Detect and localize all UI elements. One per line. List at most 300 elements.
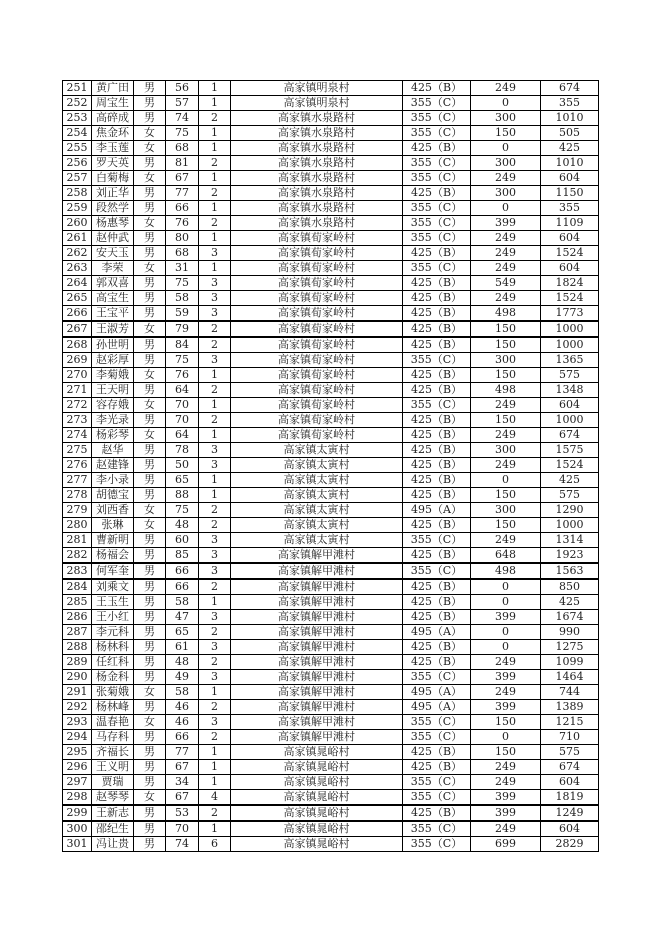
cell-gender: 女 <box>134 171 166 186</box>
cell-village: 高家镇晁峪村 <box>231 837 403 852</box>
cell-row-number: 286 <box>63 610 92 625</box>
cell-gender: 男 <box>134 595 166 610</box>
cell-standard: 355（C） <box>403 126 471 141</box>
cell-age: 57 <box>166 96 199 111</box>
cell-village: 高家镇水泉路村 <box>231 156 403 171</box>
cell-village: 高家镇水泉路村 <box>231 111 403 126</box>
cell-amount: 249 <box>471 775 541 790</box>
cell-amount: 0 <box>471 640 541 655</box>
cell-amount: 150 <box>471 321 541 337</box>
cell-row-number: 292 <box>63 700 92 715</box>
cell-row-number: 282 <box>63 548 92 564</box>
cell-name: 胡德宝 <box>92 488 134 503</box>
cell-amount: 249 <box>471 231 541 246</box>
cell-name: 赵建锋 <box>92 458 134 473</box>
cell-amount: 249 <box>471 655 541 670</box>
cell-age: 70 <box>166 398 199 413</box>
cell-standard: 495（A） <box>403 625 471 640</box>
cell-age: 67 <box>166 760 199 775</box>
cell-total: 1000 <box>541 321 599 337</box>
table-row <box>63 141 599 156</box>
table-row <box>63 821 599 837</box>
cell-name: 杨惠琴 <box>92 216 134 231</box>
cell-age: 77 <box>166 745 199 760</box>
table-body <box>63 81 599 852</box>
cell-row-number: 296 <box>63 760 92 775</box>
cell-count: 1 <box>199 96 231 111</box>
cell-row-number: 267 <box>63 321 92 337</box>
data-table <box>62 80 599 852</box>
cell-gender: 女 <box>134 321 166 337</box>
table-row <box>63 353 599 368</box>
cell-total: 604 <box>541 231 599 246</box>
cell-name: 周宝生 <box>92 96 134 111</box>
cell-gender: 男 <box>134 353 166 368</box>
cell-standard: 425（B） <box>403 518 471 533</box>
table-row <box>63 563 599 579</box>
cell-amount: 249 <box>471 533 541 548</box>
cell-age: 53 <box>166 805 199 821</box>
cell-age: 77 <box>166 186 199 201</box>
cell-age: 75 <box>166 353 199 368</box>
table-row <box>63 368 599 383</box>
table-row <box>63 655 599 670</box>
cell-age: 76 <box>166 368 199 383</box>
cell-total: 1524 <box>541 458 599 473</box>
cell-name: 张琳 <box>92 518 134 533</box>
cell-standard: 425（B） <box>403 458 471 473</box>
table-row <box>63 156 599 171</box>
cell-count: 2 <box>199 383 231 398</box>
cell-village: 高家镇解甲滩村 <box>231 730 403 745</box>
cell-row-number: 251 <box>63 81 92 96</box>
cell-total: 1290 <box>541 503 599 518</box>
cell-gender: 男 <box>134 306 166 322</box>
cell-name: 王玉生 <box>92 595 134 610</box>
cell-total: 674 <box>541 760 599 775</box>
cell-row-number: 263 <box>63 261 92 276</box>
cell-age: 75 <box>166 503 199 518</box>
cell-count: 2 <box>199 625 231 640</box>
cell-amount: 399 <box>471 216 541 231</box>
cell-amount: 549 <box>471 276 541 291</box>
cell-village: 高家镇太寅村 <box>231 488 403 503</box>
cell-name: 贾瑞 <box>92 775 134 790</box>
cell-standard: 425（B） <box>403 291 471 306</box>
cell-row-number: 262 <box>63 246 92 261</box>
cell-total: 1674 <box>541 610 599 625</box>
cell-row-number: 276 <box>63 458 92 473</box>
cell-row-number: 265 <box>63 291 92 306</box>
cell-age: 56 <box>166 81 199 96</box>
cell-gender: 男 <box>134 231 166 246</box>
cell-name: 齐福长 <box>92 745 134 760</box>
cell-village: 高家镇太寅村 <box>231 518 403 533</box>
cell-row-number: 291 <box>63 685 92 700</box>
cell-age: 60 <box>166 533 199 548</box>
cell-standard: 355（C） <box>403 96 471 111</box>
cell-count: 2 <box>199 805 231 821</box>
cell-row-number: 295 <box>63 745 92 760</box>
cell-village: 高家镇晁峪村 <box>231 775 403 790</box>
cell-count: 2 <box>199 186 231 201</box>
table-row <box>63 548 599 564</box>
table-row <box>63 595 599 610</box>
cell-amount: 0 <box>471 730 541 745</box>
cell-village: 高家镇荀家岭村 <box>231 291 403 306</box>
cell-count: 1 <box>199 760 231 775</box>
cell-amount: 150 <box>471 413 541 428</box>
cell-gender: 男 <box>134 458 166 473</box>
cell-gender: 女 <box>134 503 166 518</box>
cell-village: 高家镇解甲滩村 <box>231 625 403 640</box>
cell-total: 604 <box>541 261 599 276</box>
cell-village: 高家镇太寅村 <box>231 503 403 518</box>
cell-total: 1365 <box>541 353 599 368</box>
cell-name: 冯让贵 <box>92 837 134 852</box>
cell-amount: 0 <box>471 595 541 610</box>
table-row <box>63 246 599 261</box>
cell-standard: 425（B） <box>403 473 471 488</box>
cell-gender: 女 <box>134 715 166 730</box>
cell-amount: 0 <box>471 473 541 488</box>
table-row <box>63 805 599 821</box>
cell-amount: 399 <box>471 610 541 625</box>
cell-name: 曹新明 <box>92 533 134 548</box>
cell-standard: 425（B） <box>403 655 471 670</box>
cell-gender: 女 <box>134 518 166 533</box>
cell-count: 1 <box>199 488 231 503</box>
cell-count: 3 <box>199 291 231 306</box>
cell-village: 高家镇解甲滩村 <box>231 700 403 715</box>
cell-amount: 399 <box>471 670 541 685</box>
cell-gender: 男 <box>134 201 166 216</box>
cell-name: 杨金科 <box>92 670 134 685</box>
cell-age: 48 <box>166 518 199 533</box>
cell-row-number: 261 <box>63 231 92 246</box>
table-row <box>63 837 599 852</box>
cell-count: 2 <box>199 111 231 126</box>
cell-age: 61 <box>166 640 199 655</box>
cell-gender: 男 <box>134 730 166 745</box>
table-row <box>63 625 599 640</box>
cell-village: 高家镇荀家岭村 <box>231 383 403 398</box>
cell-total: 1275 <box>541 640 599 655</box>
cell-standard: 355（C） <box>403 790 471 806</box>
cell-name: 王小红 <box>92 610 134 625</box>
cell-gender: 女 <box>134 685 166 700</box>
cell-count: 2 <box>199 518 231 533</box>
cell-village: 高家镇太寅村 <box>231 443 403 458</box>
cell-total: 1010 <box>541 156 599 171</box>
cell-age: 34 <box>166 775 199 790</box>
cell-row-number: 274 <box>63 428 92 443</box>
cell-count: 1 <box>199 428 231 443</box>
cell-row-number: 270 <box>63 368 92 383</box>
cell-row-number: 260 <box>63 216 92 231</box>
cell-standard: 355（C） <box>403 171 471 186</box>
cell-amount: 300 <box>471 503 541 518</box>
cell-name: 李光录 <box>92 413 134 428</box>
cell-amount: 300 <box>471 186 541 201</box>
cell-gender: 男 <box>134 473 166 488</box>
cell-amount: 0 <box>471 625 541 640</box>
cell-name: 高宝生 <box>92 291 134 306</box>
cell-standard: 355（C） <box>403 231 471 246</box>
cell-amount: 399 <box>471 790 541 806</box>
cell-count: 1 <box>199 141 231 156</box>
cell-name: 杨彩琴 <box>92 428 134 443</box>
cell-count: 3 <box>199 563 231 579</box>
table-row <box>63 715 599 730</box>
cell-row-number: 280 <box>63 518 92 533</box>
cell-standard: 355（C） <box>403 821 471 837</box>
cell-age: 76 <box>166 216 199 231</box>
cell-amount: 249 <box>471 398 541 413</box>
cell-village: 高家镇解甲滩村 <box>231 715 403 730</box>
cell-age: 67 <box>166 790 199 806</box>
cell-total: 355 <box>541 201 599 216</box>
cell-name: 杨林科 <box>92 640 134 655</box>
cell-village: 高家镇解甲滩村 <box>231 579 403 595</box>
cell-standard: 355（C） <box>403 261 471 276</box>
table-row <box>63 186 599 201</box>
cell-count: 3 <box>199 533 231 548</box>
cell-village: 高家镇荀家岭村 <box>231 321 403 337</box>
cell-total: 604 <box>541 821 599 837</box>
cell-total: 575 <box>541 488 599 503</box>
cell-village: 高家镇荀家岭村 <box>231 231 403 246</box>
cell-gender: 男 <box>134 837 166 852</box>
cell-count: 1 <box>199 595 231 610</box>
cell-count: 2 <box>199 655 231 670</box>
cell-gender: 女 <box>134 126 166 141</box>
cell-row-number: 284 <box>63 579 92 595</box>
cell-total: 1524 <box>541 246 599 261</box>
cell-row-number: 290 <box>63 670 92 685</box>
table-row <box>63 670 599 685</box>
cell-standard: 355（C） <box>403 398 471 413</box>
cell-name: 焦金环 <box>92 126 134 141</box>
cell-age: 67 <box>166 171 199 186</box>
cell-name: 刘西香 <box>92 503 134 518</box>
cell-total: 1010 <box>541 111 599 126</box>
table-row <box>63 488 599 503</box>
cell-gender: 男 <box>134 111 166 126</box>
cell-name: 邵纪生 <box>92 821 134 837</box>
cell-gender: 女 <box>134 790 166 806</box>
cell-name: 王宝平 <box>92 306 134 322</box>
cell-village: 高家镇解甲滩村 <box>231 610 403 625</box>
table-row <box>63 81 599 96</box>
cell-village: 高家镇解甲滩村 <box>231 595 403 610</box>
cell-standard: 425（B） <box>403 186 471 201</box>
cell-row-number: 294 <box>63 730 92 745</box>
cell-amount: 498 <box>471 563 541 579</box>
table-row <box>63 700 599 715</box>
cell-village: 高家镇水泉路村 <box>231 186 403 201</box>
cell-total: 744 <box>541 685 599 700</box>
table-row <box>63 518 599 533</box>
cell-gender: 男 <box>134 610 166 625</box>
cell-standard: 495（A） <box>403 700 471 715</box>
cell-gender: 男 <box>134 655 166 670</box>
cell-count: 1 <box>199 821 231 837</box>
cell-count: 4 <box>199 790 231 806</box>
table-row <box>63 201 599 216</box>
cell-name: 高碎成 <box>92 111 134 126</box>
cell-standard: 425（B） <box>403 428 471 443</box>
cell-gender: 男 <box>134 81 166 96</box>
cell-row-number: 273 <box>63 413 92 428</box>
table-row <box>63 321 599 337</box>
cell-standard: 425（B） <box>403 306 471 322</box>
cell-count: 1 <box>199 171 231 186</box>
cell-age: 65 <box>166 473 199 488</box>
cell-village: 高家镇晁峪村 <box>231 821 403 837</box>
cell-row-number: 300 <box>63 821 92 837</box>
cell-total: 1000 <box>541 413 599 428</box>
cell-village: 高家镇荀家岭村 <box>231 261 403 276</box>
cell-count: 2 <box>199 730 231 745</box>
cell-row-number: 283 <box>63 563 92 579</box>
cell-total: 1575 <box>541 443 599 458</box>
cell-name: 孙世明 <box>92 337 134 353</box>
cell-row-number: 278 <box>63 488 92 503</box>
cell-total: 1249 <box>541 805 599 821</box>
cell-name: 任红科 <box>92 655 134 670</box>
cell-count: 2 <box>199 337 231 353</box>
cell-name: 刘乘文 <box>92 579 134 595</box>
cell-standard: 425（B） <box>403 383 471 398</box>
table-row <box>63 640 599 655</box>
cell-standard: 425（B） <box>403 337 471 353</box>
cell-total: 575 <box>541 745 599 760</box>
cell-name: 罗天英 <box>92 156 134 171</box>
cell-count: 3 <box>199 548 231 564</box>
cell-name: 段然学 <box>92 201 134 216</box>
cell-total: 505 <box>541 126 599 141</box>
cell-name: 郭双喜 <box>92 276 134 291</box>
table-row <box>63 337 599 353</box>
cell-amount: 699 <box>471 837 541 852</box>
table-row <box>63 276 599 291</box>
table-row <box>63 579 599 595</box>
cell-village: 高家镇明泉村 <box>231 96 403 111</box>
cell-row-number: 253 <box>63 111 92 126</box>
cell-village: 高家镇解甲滩村 <box>231 563 403 579</box>
cell-age: 80 <box>166 231 199 246</box>
cell-total: 1824 <box>541 276 599 291</box>
cell-gender: 女 <box>134 398 166 413</box>
cell-name: 张菊娥 <box>92 685 134 700</box>
cell-total: 1150 <box>541 186 599 201</box>
cell-amount: 249 <box>471 291 541 306</box>
cell-village: 高家镇荀家岭村 <box>231 398 403 413</box>
cell-amount: 249 <box>471 760 541 775</box>
table-row <box>63 685 599 700</box>
cell-amount: 300 <box>471 156 541 171</box>
cell-amount: 249 <box>471 458 541 473</box>
cell-standard: 355（C） <box>403 715 471 730</box>
cell-gender: 男 <box>134 548 166 564</box>
cell-total: 710 <box>541 730 599 745</box>
cell-row-number: 297 <box>63 775 92 790</box>
cell-total: 850 <box>541 579 599 595</box>
cell-row-number: 258 <box>63 186 92 201</box>
cell-gender: 男 <box>134 745 166 760</box>
cell-total: 1923 <box>541 548 599 564</box>
table-row <box>63 231 599 246</box>
cell-age: 70 <box>166 413 199 428</box>
table-row <box>63 428 599 443</box>
cell-total: 1000 <box>541 518 599 533</box>
cell-village: 高家镇水泉路村 <box>231 171 403 186</box>
table-row <box>63 458 599 473</box>
cell-row-number: 271 <box>63 383 92 398</box>
cell-age: 81 <box>166 156 199 171</box>
cell-gender: 男 <box>134 775 166 790</box>
cell-age: 68 <box>166 141 199 156</box>
cell-count: 1 <box>199 126 231 141</box>
cell-row-number: 275 <box>63 443 92 458</box>
cell-village: 高家镇解甲滩村 <box>231 685 403 700</box>
cell-village: 高家镇明泉村 <box>231 81 403 96</box>
cell-amount: 150 <box>471 337 541 353</box>
cell-total: 604 <box>541 171 599 186</box>
cell-total: 604 <box>541 775 599 790</box>
cell-age: 79 <box>166 321 199 337</box>
cell-age: 78 <box>166 443 199 458</box>
cell-total: 355 <box>541 96 599 111</box>
cell-name: 白菊梅 <box>92 171 134 186</box>
cell-total: 1773 <box>541 306 599 322</box>
cell-standard: 425（B） <box>403 745 471 760</box>
cell-standard: 425（B） <box>403 610 471 625</box>
cell-age: 58 <box>166 291 199 306</box>
table-row <box>63 111 599 126</box>
cell-name: 杨林峰 <box>92 700 134 715</box>
cell-name: 赵仲武 <box>92 231 134 246</box>
cell-count: 3 <box>199 610 231 625</box>
cell-name: 赵琴琴 <box>92 790 134 806</box>
cell-total: 1348 <box>541 383 599 398</box>
cell-standard: 425（B） <box>403 413 471 428</box>
cell-amount: 249 <box>471 246 541 261</box>
cell-age: 64 <box>166 383 199 398</box>
cell-row-number: 301 <box>63 837 92 852</box>
cell-row-number: 277 <box>63 473 92 488</box>
cell-village: 高家镇荀家岭村 <box>231 353 403 368</box>
cell-name: 李小录 <box>92 473 134 488</box>
cell-name: 李荣 <box>92 261 134 276</box>
cell-village: 高家镇水泉路村 <box>231 216 403 231</box>
cell-row-number: 285 <box>63 595 92 610</box>
cell-gender: 男 <box>134 443 166 458</box>
cell-count: 1 <box>199 231 231 246</box>
table-row <box>63 443 599 458</box>
cell-village: 高家镇太寅村 <box>231 458 403 473</box>
cell-row-number: 252 <box>63 96 92 111</box>
cell-row-number: 256 <box>63 156 92 171</box>
cell-count: 3 <box>199 670 231 685</box>
cell-total: 575 <box>541 368 599 383</box>
cell-row-number: 259 <box>63 201 92 216</box>
cell-gender: 男 <box>134 533 166 548</box>
cell-count: 1 <box>199 685 231 700</box>
cell-age: 66 <box>166 730 199 745</box>
table-row <box>63 171 599 186</box>
